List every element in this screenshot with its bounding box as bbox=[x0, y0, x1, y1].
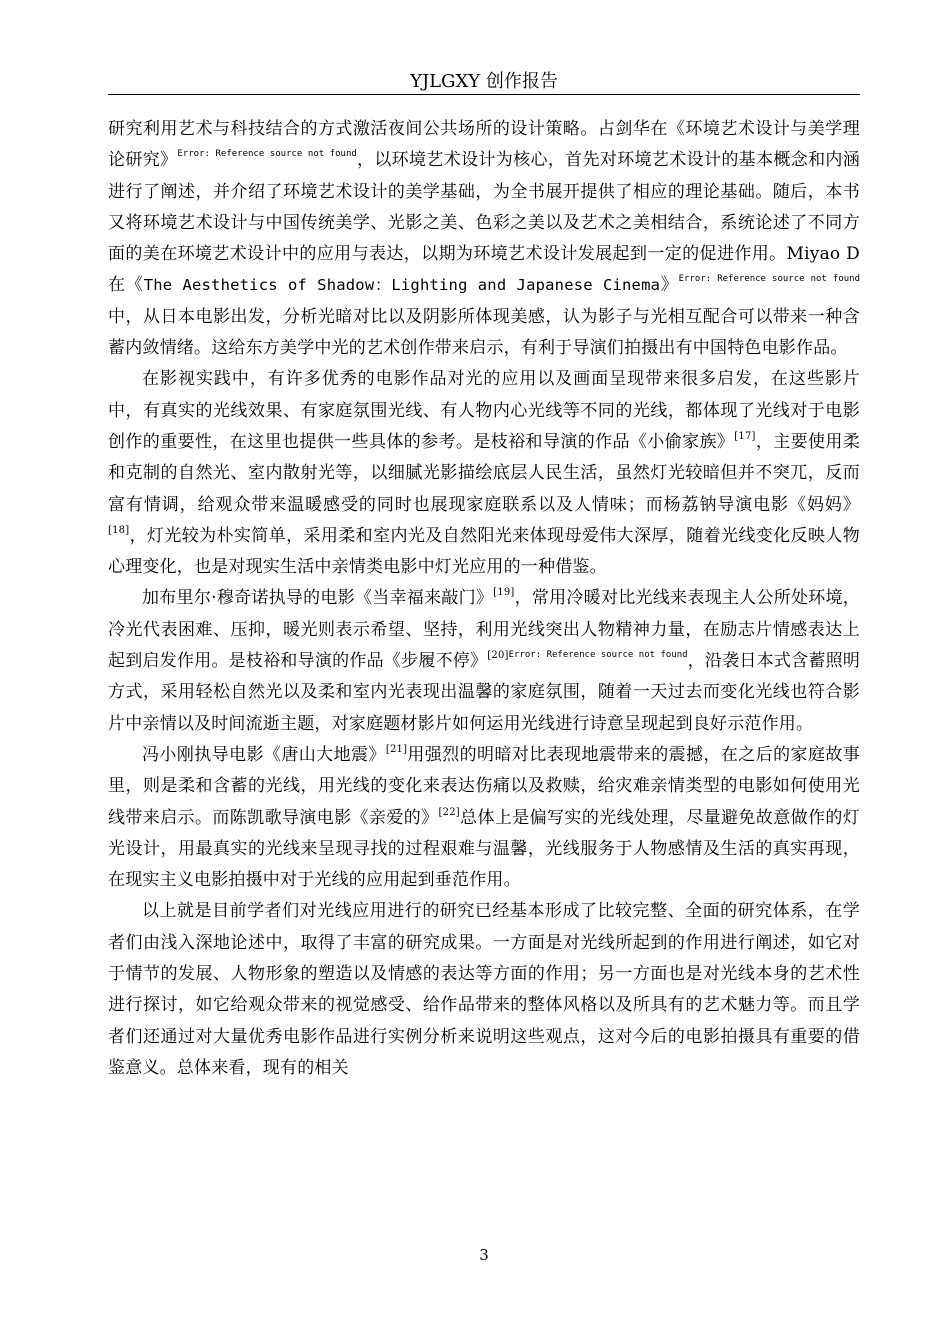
paragraph-text: 》 bbox=[660, 275, 679, 296]
paragraph-text: 中，从日本电影出发，分析光暗对比以及阴影所体现美感，认为影子与光相互配合可以带来一种含蓄内敛情绪。这给东方美学中光的艺术创作带来启示，有利于导演们拍摄出有中国特色电影作品。 bbox=[108, 306, 860, 359]
english-book-title: The Aesthetics of Shadow：Lighting and Japanese Cinema bbox=[143, 276, 661, 295]
paragraph-continuation bbox=[108, 114, 860, 364]
paragraph-summary bbox=[108, 896, 860, 1084]
citation-superscript: [22] bbox=[438, 806, 460, 818]
paragraph-text: 以上就是目前学者们对光线应用进行的研究已经基本形成了比较完整、全面的研究体系，在学者们由浅入深地论述中，取得了丰富的研究成果。一方面是对光线所起到的作用进行阐述，如它对于情节的发展、人物形象的塑造以及情感的表达等方面的作用；另一方面也是对光线本身的艺术性进行探讨，如它给观众带来的视觉感受、给作品带来的整体风格以及所具有的艺术魅力等。而且学者们还通过对大量优秀电影作品进行实例分析来说明这些观点，这对今后的电影拍摄具有重要的借鉴意义。总体来看，现有的相关 bbox=[108, 901, 860, 1078]
citation-superscript: [21] bbox=[385, 743, 408, 755]
paragraph-text: ，常用冷暖对比光线来表现主人公所处环境，冷光代表困难、压抑，暖光则表示希望、坚持，利用光线突出人物精神力量，在励志片情感表达上起到启发作用。是枝裕和导演的作品《步履不停》 bbox=[108, 588, 860, 672]
paragraph-text: ，以环境艺术设计为核心，首先对环境艺术设计的基本概念和内涵进行了阐述，并介绍了环境艺术设计的美学基础，为全书展开提供了相应的理论基础。随后，本书又将环境艺术设计与中国传统美学、光影之美、色彩之美以及艺术之美相结合，系统论述了不同方面的美在环境艺术设计中的应用与表达，以期为环境艺术设计发展起到一定的促进作用。Miyao D在《 bbox=[108, 150, 860, 296]
paragraph-text: 冯小刚执导电影《唐山大地震》 bbox=[142, 744, 386, 765]
document-body bbox=[108, 114, 860, 1084]
citation-superscript: [20] bbox=[487, 650, 509, 662]
header-divider bbox=[108, 94, 860, 95]
citation-superscript: [19] bbox=[493, 587, 515, 599]
paragraph-pursuit-of-happyness bbox=[108, 583, 860, 739]
paragraph-text: ，沿袭日本式含蓄照明方式，采用轻松自然光以及柔和室内光表现出温馨的家庭氛围，随着一天过去而变化光线也符合影片中亲情以及时间流逝主题，对家庭题材影片如何运用光线进行诗意呈现起到良好示范作用。 bbox=[108, 651, 861, 734]
paragraph-aftershock bbox=[108, 740, 860, 896]
reference-error-note: Error: Reference source not found bbox=[508, 650, 688, 661]
paragraph-text: 研究利用艺术与科技结合的方式激活夜间公共场所的设计策略。占剑华在《环境艺术设计与美学理论研究》 bbox=[108, 119, 860, 171]
paragraph-text: ，灯光较为朴实简单，采用柔和室内光及自然阳光来体现母爱伟大深厚，随着光线变化反映人物心理变化，也是对现实生活中亲情类电影中灯光应用的一种借鉴。 bbox=[108, 525, 860, 578]
page-header-title: YJLGXY 创作报告 bbox=[410, 71, 558, 92]
paragraph-text: 在影视实践中，有许多优秀的电影作品对光的应用以及画面呈现带来很多启发，在这些影片中，有真实的光线效果、有家庭氛围光线、有人物内心光线等不同的光线，都体现了光线对于电影创作的重要性，在这里也提供一些具体的参考。是枝裕和导演的作品《小偷家族》 bbox=[108, 369, 860, 452]
paragraph-film-practice bbox=[108, 364, 860, 583]
paragraph-text: 加布里尔·穆奇诺执导的电影《当幸福来敲门》 bbox=[142, 588, 494, 609]
reference-error-note: Error: Reference source not found bbox=[678, 274, 861, 285]
page-number: 3 bbox=[479, 1246, 489, 1264]
paragraph-text: 总体上是偏写实的光线处理，尽量避免故意做作的灯光设计，用最真实的光线来呈现寻找的过程艰难与温馨，光线服务于人物感情及生活的真实再现，在现实主义电影拍摄中对于光线的应用起到垂范作用。 bbox=[108, 807, 860, 891]
reference-error-note: Error: Reference source not found bbox=[177, 149, 357, 160]
paragraph-text: 用强烈的明暗对比表现地震带来的震撼，在之后的家庭故事里，则是柔和含蓄的光线，用光线的变化来表达伤痛以及救赎，给灾难亲情类型的电影如何使用光线带来启示。而陈凯歌导演电影《亲爱的》 bbox=[108, 744, 860, 828]
citation-superscript: [18] bbox=[108, 524, 130, 536]
paragraph-text: ，主要使用柔和克制的自然光、室内散射光等，以细腻光影描绘底层人民生活，虽然灯光较暗但并不突兀，反而富有情调，给观众带来温暖感受的同时也展现家庭联系以及人情味；而杨荔钠导演电影《妈妈》 bbox=[108, 431, 861, 515]
citation-superscript: [17] bbox=[734, 430, 756, 442]
